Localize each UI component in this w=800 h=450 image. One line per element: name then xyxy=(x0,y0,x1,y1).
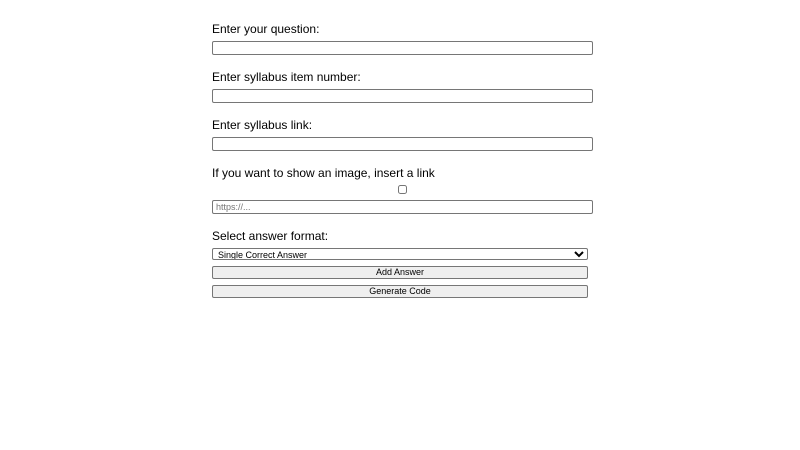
show-image-checkbox[interactable] xyxy=(398,185,407,194)
syllabus-link-input[interactable] xyxy=(212,137,593,151)
image-link-input[interactable] xyxy=(212,200,593,214)
answer-format-select[interactable] xyxy=(212,248,588,260)
question-label: Enter your question: xyxy=(212,22,320,36)
syllabus-item-input[interactable] xyxy=(212,89,593,103)
generate-code-button[interactable]: Generate Code xyxy=(212,285,588,298)
image-link-label: If you want to show an image, insert a link xyxy=(212,166,435,180)
syllabus-link-label: Enter syllabus link: xyxy=(212,118,313,132)
question-input[interactable] xyxy=(212,41,593,55)
syllabus-item-label: Enter syllabus item number: xyxy=(212,70,361,84)
add-answer-button[interactable]: Add Answer xyxy=(212,266,588,279)
answer-format-label: Select answer format: xyxy=(212,229,329,243)
